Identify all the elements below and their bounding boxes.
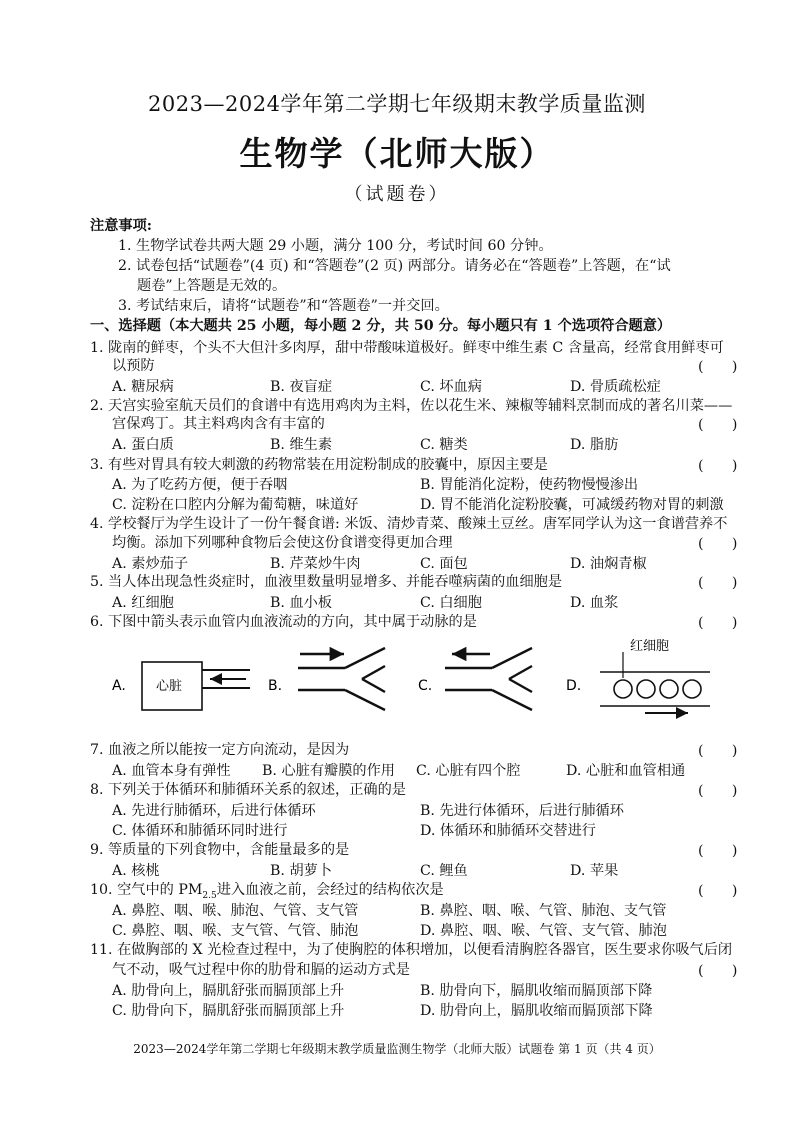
figure-b-label: B. — [268, 678, 283, 694]
option-d: D. 胃不能消化淀粉胶囊，可减缓药物对胃的刺激 — [420, 497, 724, 513]
option-c: C. 鼻腔、咽、喉、支气管、气管、肺泡 — [112, 923, 359, 939]
option-d: D. 油焖青椒 — [570, 556, 647, 572]
vessel-branch — [509, 679, 532, 692]
option-a: A. 血管本身有弹性 — [112, 763, 231, 779]
option-c: C. 面包 — [420, 556, 468, 572]
heart-label: 心脏 — [156, 679, 183, 694]
option-a: A. 蛋白质 — [112, 437, 174, 453]
option-b: B. 维生素 — [270, 437, 333, 453]
option-b: B. 夜盲症 — [270, 379, 333, 395]
vessel-branch — [509, 666, 532, 679]
pm-subscript: 2.5 — [202, 890, 217, 901]
answer-blank: ( ) — [698, 536, 738, 552]
option-d: D. 血浆 — [570, 595, 619, 611]
red-blood-cell — [614, 680, 632, 698]
question-3-stem: 3. 有些对胃具有较大刺激的药物常装在用淀粉制成的胶囊中，原因主要是 — [90, 457, 548, 473]
option-b: B. 鼻腔、咽、喉、气管、肺泡、支气管 — [420, 903, 667, 919]
option-b: B. 胡萝卜 — [270, 863, 333, 879]
answer-blank: ( ) — [698, 883, 738, 899]
option-c: C. 体循环和肺循环同时进行 — [112, 823, 288, 839]
option-b: B. 心脏有瓣膜的作用 — [262, 763, 395, 779]
note-item: 1. 生物学试卷共两大题 29 小题，满分 100 分，考试时间 60 分钟。 — [118, 238, 553, 254]
answer-blank: ( ) — [698, 743, 738, 759]
section-heading: 一、选择题（本大题共 25 小题，每小题 2 分，共 50 分。每小题只有 1 个选项符合题意） — [90, 318, 672, 334]
vessel-branch — [362, 679, 385, 692]
option-b: B. 血小板 — [270, 595, 333, 611]
option-d: D. 肋骨向上，膈肌收缩而膈顶部下降 — [420, 1003, 653, 1019]
answer-blank: ( ) — [698, 417, 738, 433]
vessel-branch — [492, 690, 532, 710]
option-c: C. 心脏有四个腔 — [416, 763, 521, 779]
answer-blank: ( ) — [698, 458, 738, 474]
red-blood-cell — [683, 680, 701, 698]
page-subtitle: （试题卷） — [344, 184, 450, 205]
blood-vessel-figure — [100, 632, 720, 732]
option-d: D. 骨质疏松症 — [570, 379, 661, 395]
option-c: C. 坏血病 — [420, 379, 482, 395]
option-a: A. 先进行肺循环，后进行体循环 — [112, 803, 316, 819]
question-11-stem-cont: 气不动，吸气过程中你的肋骨和膈的运动方式是 — [112, 962, 410, 978]
page-title: 生物学（北师大版） — [239, 134, 555, 173]
option-a: A. 糖尿病 — [112, 379, 174, 395]
question-4-stem: 4. 学校餐厅为学生设计了一份午餐食谱: 米饭、清炒青菜、酸辣土豆丝。唐军同学认为这一食谱营养不 — [90, 516, 728, 532]
option-d: D. 体循环和肺循环交替进行 — [420, 823, 596, 839]
notes-heading: 注意事项: — [90, 218, 152, 234]
figure-d-label: D. — [566, 678, 582, 694]
vessel-branch — [345, 690, 385, 710]
question-4-stem-cont: 均衡。添加下列哪种食物后会使这份食谱变得更加合理 — [112, 535, 453, 551]
option-d: D. 脂肪 — [570, 437, 619, 453]
figure-a-label: A. — [112, 678, 126, 694]
question-10-stem-a: 10. 空气中的 PM — [90, 882, 203, 898]
question-7-stem: 7. 血液之所以能按一定方向流动，是因为 — [90, 742, 350, 758]
page-footer: 2023—2024学年第二学期七年级期末教学质量监测生物学（北师大版）试题卷 第 1 页（共 4 页） — [133, 1042, 661, 1056]
option-a: A. 为了吃药方便，便于吞咽 — [112, 477, 288, 493]
answer-blank: ( ) — [698, 783, 738, 799]
question-1-stem: 1. 陇南的鲜枣，个头不大但汁多肉厚，甜中带酸味道极好。鲜枣中维生素 C 含量高，经常食用鲜枣可 — [90, 340, 724, 356]
vessel-branch — [345, 648, 385, 668]
red-blood-cell-label: 红细胞 — [630, 639, 670, 654]
option-d: D. 鼻腔、咽、喉、气管、支气管、肺泡 — [420, 923, 667, 939]
answer-blank: ( ) — [698, 843, 738, 859]
option-c: C. 肋骨向下，膈肌舒张而膈顶部上升 — [112, 1003, 345, 1019]
option-a: A. 核桃 — [112, 863, 160, 879]
option-c: C. 淀粉在口腔内分解为葡萄糖，味道好 — [112, 497, 359, 513]
red-blood-cell — [637, 680, 655, 698]
exam-header: 2023—2024学年第二学期七年级期末教学质量监测 — [148, 92, 646, 116]
question-2-stem: 2. 天宫实验室航天员们的食谱中有选用鸡肉为主料，佐以花生米、辣椒等辅料烹制而成的著名川菜—— — [90, 398, 733, 414]
option-a: A. 肋骨向上，膈肌舒张而膈顶部上升 — [112, 983, 345, 999]
option-d: D. 苹果 — [570, 863, 619, 879]
option-c: C. 白细胞 — [420, 595, 482, 611]
answer-blank: ( ) — [698, 575, 738, 591]
option-a: A. 鼻腔、咽、喉、肺泡、气管、支气管 — [112, 903, 359, 919]
question-8-stem: 8. 下列关于体循环和肺循环关系的叙述，正确的是 — [90, 782, 406, 798]
option-d: D. 心脏和血管相通 — [566, 763, 686, 779]
question-1-stem-cont: 以预防 — [112, 358, 155, 374]
option-b: B. 肋骨向下，膈肌收缩而膈顶部下降 — [420, 983, 653, 999]
question-11-stem: 11. 在做胸部的 X 光检查过程中，为了使胸腔的体积增加，以便看清胸腔各器官，医生要求你吸气后闭 — [90, 942, 733, 958]
question-2-stem-cont: 宫保鸡丁。其主料鸡肉含有丰富的 — [112, 416, 325, 432]
option-b: B. 芹菜炒牛肉 — [270, 556, 361, 572]
option-a: A. 素炒茄子 — [112, 556, 189, 572]
vessel-branch — [362, 666, 385, 679]
question-9-stem: 9. 等质量的下列食物中，含能量最多的是 — [90, 842, 350, 858]
option-b: B. 先进行体循环，后进行肺循环 — [420, 803, 624, 819]
option-b: B. 胃能消化淀粉，使药物慢慢渗出 — [420, 477, 639, 493]
question-5-stem: 5. 当人体出现急性炎症时，血液里数量明显增多、并能吞噬病菌的血细胞是 — [90, 574, 563, 590]
note-item: 3. 考试结束后，请将“试题卷”和“答题卷”一并交回。 — [118, 298, 449, 314]
answer-blank: ( ) — [698, 615, 738, 631]
note-item: 2. 试卷包括“试题卷”(4 页) 和“答题卷”(2 页) 两部分。请务必在“答题卷”上答题，在“试 — [118, 258, 671, 274]
option-a: A. 红细胞 — [112, 595, 174, 611]
option-c: C. 鲤鱼 — [420, 863, 468, 879]
vessel-branch — [492, 648, 532, 668]
answer-blank: ( ) — [698, 359, 738, 375]
option-c: C. 糖类 — [420, 437, 468, 453]
red-blood-cell — [660, 680, 678, 698]
question-6-stem: 6. 下图中箭头表示血管内血液流动的方向，其中属于动脉的是 — [90, 614, 477, 630]
figure-c-label: C. — [418, 678, 433, 694]
answer-blank: ( ) — [698, 963, 738, 979]
question-10-stem-b: 进入血液之前，会经过的结构依次是 — [216, 882, 444, 898]
note-item: 题卷”上答题是无效的。 — [137, 278, 287, 294]
